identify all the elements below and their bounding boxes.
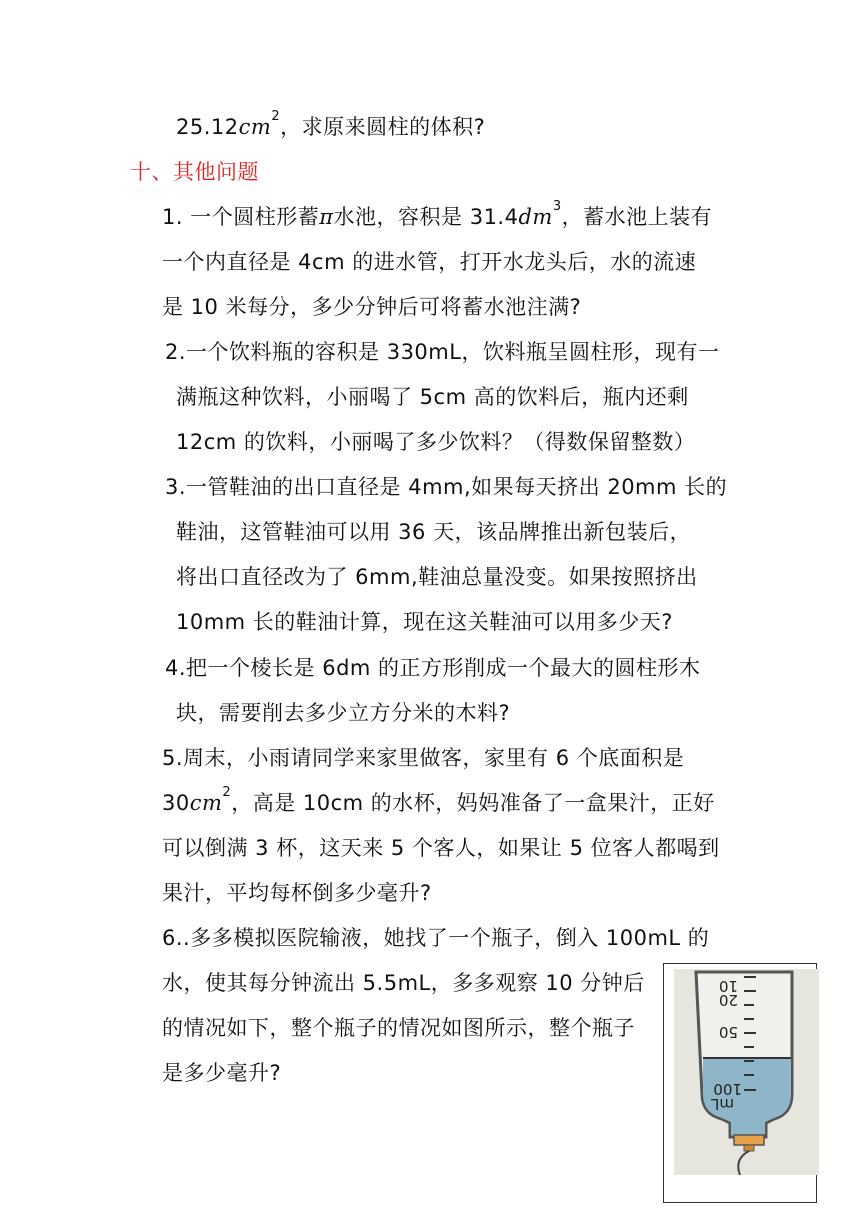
q4-line-2: 块，需要削去多少立方分米的木料? bbox=[176, 701, 511, 725]
q5-base-area: 30 bbox=[162, 791, 190, 815]
q5-text: ，高是 10cm 的水杯，妈妈准备了一盒果汁，正好 bbox=[231, 791, 715, 815]
prev-question-line bbox=[176, 109, 486, 142]
q6-line-4: 是多少毫升? bbox=[162, 1061, 282, 1085]
section-heading: 十、其他问题 bbox=[130, 160, 259, 184]
q1-exponent: 3 bbox=[552, 199, 562, 214]
q5-line-1: 5.周末，小雨请同学来家里做客，家里有 6 个底面积是 bbox=[162, 746, 685, 770]
q1-text-b: 水池，容积是 31.4 bbox=[333, 205, 519, 229]
q1-text-a: 1. 一个圆柱形蓄 bbox=[162, 205, 320, 229]
prev-question-text: ，求原来圆柱的体积? bbox=[280, 115, 486, 139]
q1-text-c: ，蓄水池上装有 bbox=[561, 205, 713, 229]
unit-exponent: 2 bbox=[271, 109, 281, 124]
q2-line-2: 满瓶这种饮料，小丽喝了 5cm 高的饮料后，瓶内还剩 bbox=[176, 385, 689, 409]
q3-line-4: 10mm 长的鞋油计算，现在这关鞋油可以用多少天? bbox=[176, 610, 673, 634]
q6-line-1: 6..多多模拟医院输液，她找了一个瓶子，倒入 100mL 的 bbox=[162, 926, 710, 950]
label-50: 50 bbox=[718, 1023, 738, 1041]
q1-line-3: 是 10 米每分，多少分钟后可将蓄水池注满? bbox=[162, 295, 582, 319]
q1-unit-dm: dm bbox=[518, 205, 553, 229]
q2-line-3: 12cm 的饮料，小丽喝了多少饮料？（得数保留整数） bbox=[176, 430, 696, 454]
label-10: 10 bbox=[718, 977, 738, 995]
q1-line-1 bbox=[162, 199, 713, 232]
bottle-cap bbox=[734, 1135, 764, 1145]
q1-line-2: 一个内直径是 4cm 的进水管，打开水龙头后，水的流速 bbox=[162, 250, 697, 274]
label-ml: mL bbox=[711, 1095, 734, 1113]
q5-exponent: 2 bbox=[222, 785, 232, 800]
q3-line-2: 鞋油，这管鞋油可以用 36 天，该品牌推出新包装后， bbox=[176, 520, 692, 544]
q5-line-3: 可以倒满 3 杯，这天来 5 个客人，如果让 5 位客人都喝到 bbox=[162, 836, 720, 860]
q1-pi: π bbox=[319, 205, 334, 229]
q3-line-3: 将出口直径改为了 6mm,鞋油总量没变。如果按照挤出 bbox=[176, 565, 698, 589]
unit-cm: cm bbox=[238, 115, 272, 139]
q6-line-3: 的情况如下，整个瓶子的情况如图所示，整个瓶子 bbox=[162, 1016, 635, 1040]
q3-line-1: 3.一管鞋油的出口直径是 4mm,如果每天挤出 20mm 长的 bbox=[165, 475, 728, 499]
q4-line-1: 4.把一个棱长是 6dm 的正方形削成一个最大的圆柱形木 bbox=[165, 656, 701, 680]
label-100: 100 bbox=[713, 1080, 742, 1098]
q6-line-2: 水，使其每分钟流出 5.5mL，多多观察 10 分钟后 bbox=[162, 971, 645, 995]
q5-line-4: 果汁，平均每杯倒多少毫升? bbox=[162, 881, 432, 905]
area-value: 25.12 bbox=[176, 115, 239, 139]
q5-unit-cm: cm bbox=[189, 791, 223, 815]
nozzle bbox=[744, 1145, 754, 1151]
q2-line-1: 2.一个饮料瓶的容积是 330mL，饮料瓶呈圆柱形，现有一 bbox=[165, 340, 720, 364]
figure-frame bbox=[663, 963, 817, 1203]
q5-line-2 bbox=[162, 785, 715, 818]
label-20: 20 bbox=[718, 991, 738, 1009]
bottle-figure bbox=[674, 969, 819, 1175]
